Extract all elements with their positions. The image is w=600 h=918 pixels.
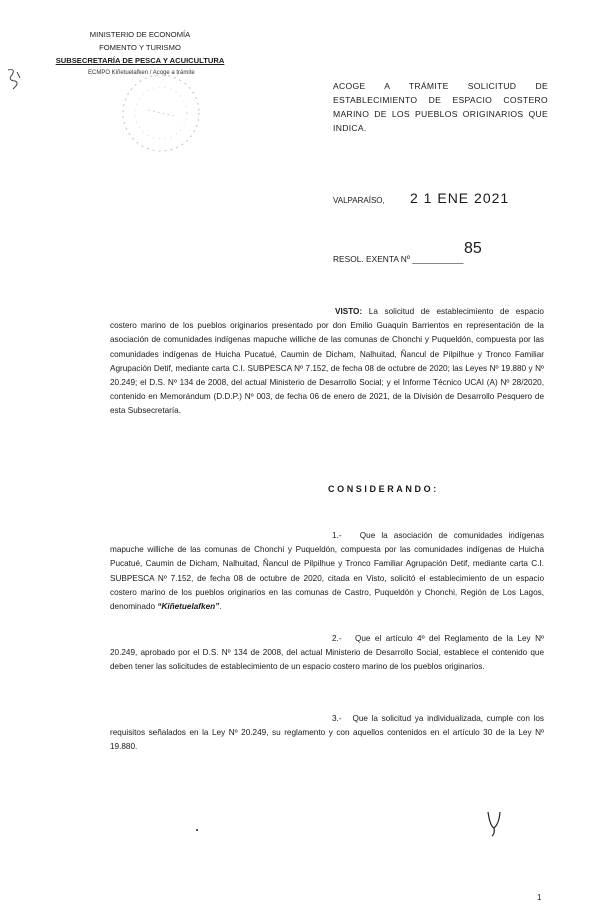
place-label: VALPARAÍSO,: [333, 196, 385, 205]
handwritten-initial: [484, 806, 506, 838]
considerando-text: Que la asociación de comunidades indígenas mapuche williche de las comunas de Chonchi y Puqueldón, compuesta por las comunidades indígenas de Huicha Pucatué, Caumin de Dicham, Nalhuitad, Ñancul de Pilpilhue y Tronco Familiar Agrupación Detif, mediante carta C.I. SUBPESCA Nº 7.152, de fecha 08 de octubre de 2020, citada en Visto, solicitó el establecimiento de un espacio costero marino de los pueblos originarios en las comunas de Castro, Puqueldón y Chonchi, Región de Los Lagos, denominado: [110, 531, 544, 612]
ecmpo-name: “Kiñetuelafken”: [157, 602, 220, 612]
resolution-number: 85: [464, 240, 482, 257]
document-reference: ECMPO Kiñetuelafken / Acoge a trámite: [88, 70, 195, 76]
resolution-label: RESOL. EXENTA Nº ___________: [333, 254, 464, 264]
ministry-line-2: FOMENTO Y TURISMO: [99, 43, 181, 52]
considerando-number: 3.-: [332, 714, 342, 723]
considerando-2: [110, 632, 544, 675]
subsecretaria-name: SUBSECRETARÍA DE PESCA Y ACUICULTURA: [55, 56, 225, 65]
considerando-tail: .: [219, 602, 222, 612]
margin-dot: [196, 829, 198, 831]
considerando-text: Que el artículo 4º del Reglamento de la Ley Nº 20.249, aprobado por el D.S. Nº 134 de 2008, del actual Ministerio de Desarrollo Social, establece el contenido que deben tener las solicitudes de establecimiento de un espacio costero marino de los pueblos originarios.: [110, 634, 544, 672]
considerando-1: [110, 529, 544, 614]
considerando-number: 1.-: [332, 531, 342, 540]
considerando-heading: CONSIDERANDO:: [328, 484, 439, 494]
official-seal: [118, 70, 204, 156]
considerando-text: Que la solicitud ya individualizada, cumple con los requisitos señalados en la Ley Nº 20.249, su reglamento y con aquellos contenidos en el artículo 30 de la Ley Nº 19.880.: [110, 714, 545, 752]
initials-stamp: [4, 66, 24, 92]
page-number: 1: [537, 893, 542, 902]
ministry-line-1: MINISTERIO DE ECONOMÍA: [89, 30, 191, 39]
considerando-3: [110, 712, 544, 755]
considerando-number: 2.-: [332, 634, 342, 643]
resolution-date: 2 1 ENE 2021: [410, 190, 510, 206]
visto-label: VISTO:: [335, 307, 363, 316]
visto-paragraph: [110, 305, 544, 419]
resolution-title: ACOGE A TRÁMITE SOLICITUD DE ESTABLECIMIENTO DE ESPACIO COSTERO MARINO DE LOS PUEBLOS ORIGINARIOS QUE INDICA.: [333, 81, 548, 133]
visto-text: La solicitud de establecimiento de espacio costero marino de los pueblos originarios presentado por don Emilio Guaquín Barrientos en representación de la asociación de comunidades indígenas mapuche williche de las comunas de Chonchi y Puqueldón, compuesta por las comunidades indígenas de Huicha Pucatué, Caumin de Dicham, Nalhuitad, Ñancul de Pilpilhue y Tronco Familiar Agrupación Detif, mediante carta C.I. SUBPESCA Nº 7.152, de fecha 08 de octubre de 2020; las Leyes Nº 19.880 y Nº 20.249; el D.S. Nº 134 de 2008, del actual Ministerio de Desarrollo Social; y el Informe Técnico UCAI (A) Nº 28/2020, contenido en Memorándum (D.D.P.) Nº 003, de fecha 06 de enero de 2021, de la División de Desarrollo Pesquero de esta Subsecretaría.: [110, 307, 544, 416]
